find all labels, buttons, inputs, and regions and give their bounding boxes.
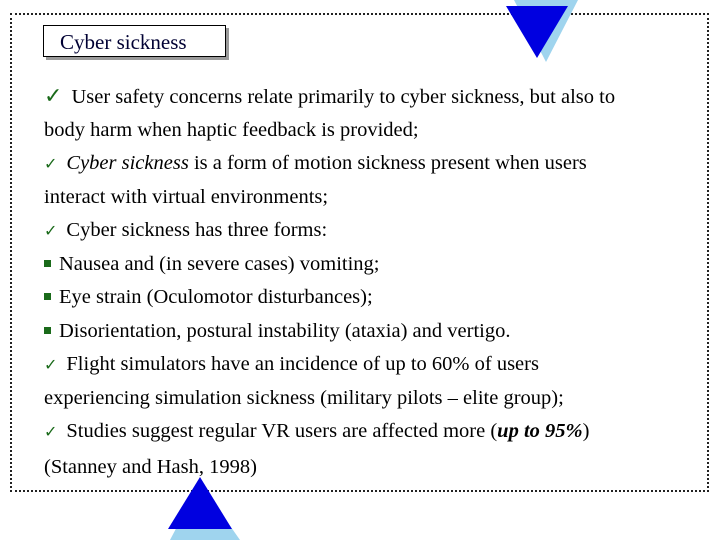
list-item	[44, 214, 708, 248]
triangle-down-icon	[500, 0, 580, 64]
bullet-text: is a form of motion sickness present when users	[188, 152, 587, 174]
checkmark-icon: ✓	[44, 422, 58, 441]
list-item	[44, 348, 708, 382]
checkmark-icon: ✓	[44, 84, 63, 109]
page-title: Cyber sickness	[60, 30, 187, 54]
bullet-italic-term: Cyber sickness	[66, 152, 189, 174]
list-item	[44, 147, 708, 181]
list-item-continuation	[44, 181, 708, 215]
bullet-bold-italic: up to 95%	[497, 420, 583, 442]
bullet-text: Eye strain (Oculomotor disturbances);	[59, 286, 373, 308]
bullet-text: Disorientation, postural instability (ataxia) and vertigo.	[59, 319, 511, 342]
list-item-continuation	[44, 382, 708, 416]
bullet-text: User safety concerns relate primarily to cyber sickness, but also to	[71, 86, 616, 108]
triangle-up-icon	[160, 475, 260, 540]
checkmark-icon: ✓	[44, 355, 58, 374]
sub-list-item	[44, 248, 708, 282]
list-item-continuation	[44, 114, 708, 148]
square-bullet-icon	[44, 293, 51, 300]
bullet-text: Studies suggest regular VR users are affected more (	[66, 420, 498, 442]
bullet-text-end: )	[582, 420, 590, 442]
sub-list-item	[44, 315, 708, 349]
square-bullet-icon	[44, 327, 51, 334]
checkmark-icon: ✓	[44, 154, 58, 173]
sub-list-item	[44, 281, 708, 315]
bullet-text: experiencing simulation sickness (military pilots – elite group);	[44, 386, 564, 409]
bullet-list	[44, 80, 708, 449]
square-bullet-icon	[44, 260, 51, 267]
checkmark-icon: ✓	[44, 221, 58, 240]
title-box	[43, 25, 226, 57]
bullet-text: Flight simulators have an incidence of up to 60% of users	[66, 353, 539, 375]
list-item	[44, 80, 708, 114]
bullet-text: Cyber sickness has three forms:	[66, 219, 328, 241]
bullet-text: Nausea and (in severe cases) vomiting;	[59, 252, 380, 275]
bullet-text: body harm when haptic feedback is provided;	[44, 118, 419, 141]
bullet-text: interact with virtual environments;	[44, 185, 329, 208]
citation: (Stanney and Hash, 1998)	[44, 456, 257, 478]
list-item	[44, 415, 708, 449]
